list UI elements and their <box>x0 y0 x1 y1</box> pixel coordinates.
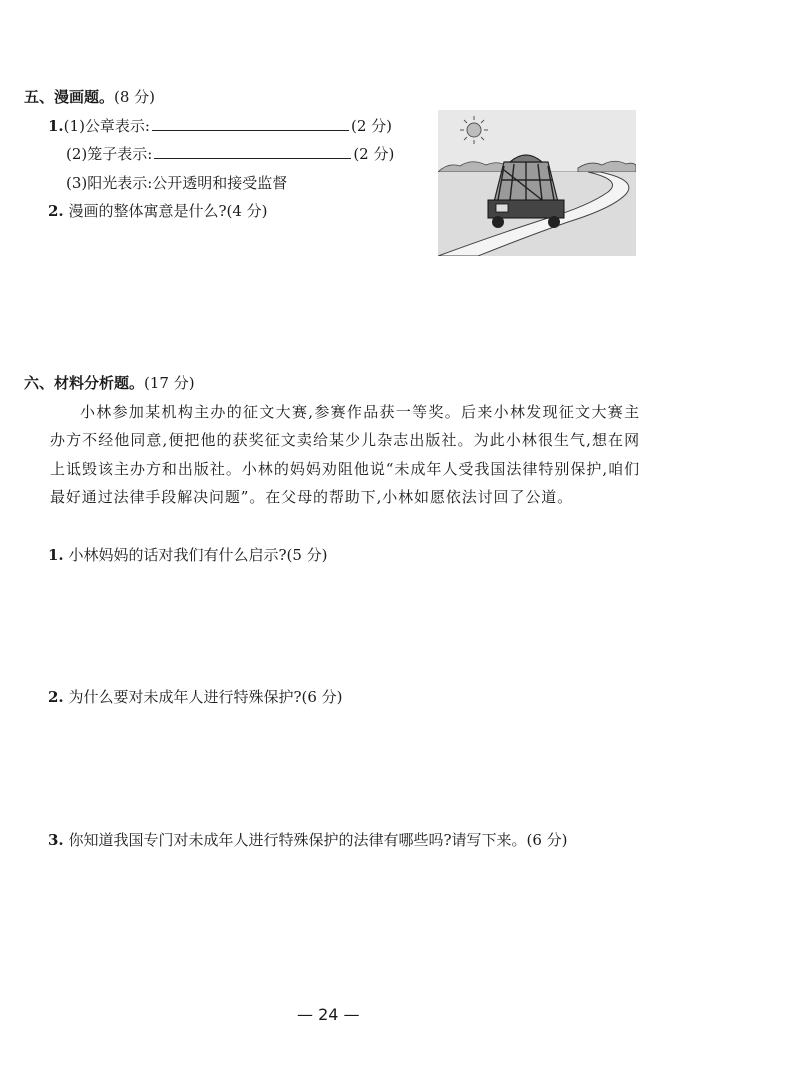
s5-q1-sub1 <box>48 115 392 136</box>
s5-q2-number: 2. <box>48 202 64 220</box>
cartoon-illustration <box>438 110 636 256</box>
cartoon-cage-on-wheels-icon <box>438 110 636 256</box>
s5-q1-sub1-label: (1)公章表示: <box>63 117 150 135</box>
material-paragraph: 小林参加某机构主办的征文大赛,参赛作品获一等奖。后来小林发现征文大赛主办方不经他同意,便把他的获奖征文卖给某少儿杂志出版社。为此小林很生气,想在网上诋毁该主办方和出版社。小林的妈妈劝阻他说“未成年人受我国法律特别保护,咱们最好通过法律手段解决问题”。在父母的帮助下,小林如愿依法讨回了公道。 <box>50 403 640 507</box>
s5-q1-sub1-answer-blank[interactable] <box>152 116 349 131</box>
page-number: — 24 — <box>297 1005 360 1024</box>
s5-q2-text: 漫画的整体寓意是什么?(4 分) <box>68 202 268 220</box>
s5-q1-sub3 <box>66 172 287 193</box>
s6-q3 <box>48 829 568 850</box>
s5-q1-sub2-label: (2)笼子表示: <box>66 145 153 163</box>
s5-q1-sub2 <box>66 143 394 164</box>
s6-q2-number: 2. <box>48 688 64 706</box>
s6-q3-number: 3. <box>48 831 64 849</box>
s6-q1-number: 1. <box>48 546 64 564</box>
s5-q1-sub2-points: (2 分) <box>353 145 395 163</box>
section6-title-text: 六、材料分析题。 <box>24 374 145 392</box>
s6-q2 <box>48 686 343 707</box>
section5-title-text: 五、漫画题。 <box>24 88 115 106</box>
section6-points: (17 分) <box>144 374 195 392</box>
s5-q1-sub3-text: (3)阳光表示:公开透明和接受监督 <box>66 174 288 192</box>
section6-title <box>24 372 195 393</box>
s6-q1-text: 小林妈妈的话对我们有什么启示?(5 分) <box>68 546 328 564</box>
section5-points: (8 分) <box>114 88 156 106</box>
s5-q2 <box>48 200 268 221</box>
s5-q1-sub2-answer-blank[interactable] <box>154 144 351 159</box>
s5-q1-sub1-points: (2 分) <box>350 117 393 135</box>
s5-q1-number: 1. <box>48 117 64 135</box>
s6-q1 <box>48 544 328 565</box>
s6-q2-text: 为什么要对未成年人进行特殊保护?(6 分) <box>68 688 343 706</box>
s6-q3-text: 你知道我国专门对未成年人进行特殊保护的法律有哪些吗?请写下来。(6 分) <box>68 831 568 849</box>
section5-title <box>24 86 155 107</box>
